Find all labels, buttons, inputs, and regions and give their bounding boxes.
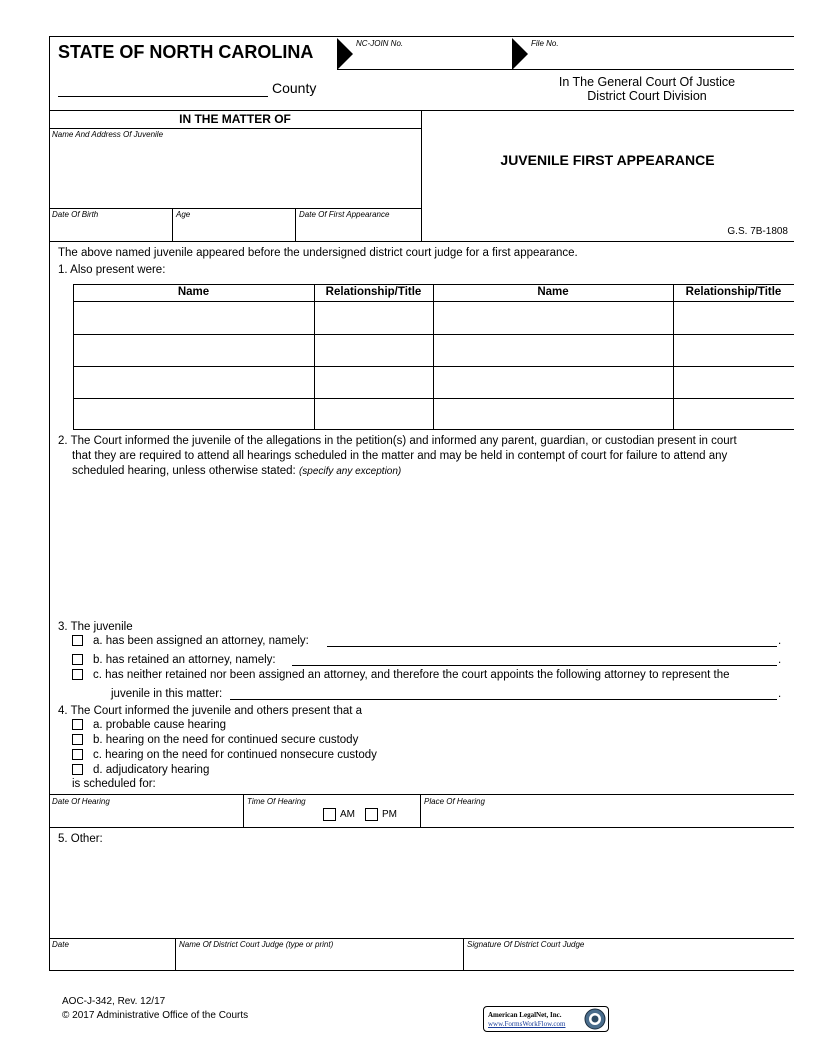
item2-line2: that they are required to attend all hearings scheduled in the matter and may be held in contempt of court for failure to attend any (72, 450, 728, 462)
item3c-checkbox[interactable] (72, 669, 83, 680)
item4c-checkbox[interactable] (72, 749, 83, 760)
pm-label: PM (382, 809, 397, 820)
item4b-text: b. hearing on the need for continued secure custody (93, 734, 359, 746)
name-address-field[interactable] (50, 141, 420, 207)
item4a-checkbox[interactable] (72, 719, 83, 730)
hearing-bottom-line (49, 827, 794, 828)
file-no-arrow-icon (512, 38, 528, 70)
item3b-attorney-field[interactable] (292, 665, 777, 666)
table-header-relationship-1: Relationship/Title (325, 286, 422, 298)
pm-checkbox[interactable] (365, 808, 378, 821)
item3a-attorney-field[interactable] (327, 646, 777, 647)
exception-field[interactable] (72, 480, 792, 615)
signature-divider (463, 938, 464, 971)
intro-text: The above named juvenile appeared before the undersigned district court judge for a first appearance. (58, 247, 578, 259)
item4a-text: a. probable cause hearing (93, 719, 226, 731)
county-label: County (272, 80, 317, 96)
signature-date-label: Date (52, 940, 69, 949)
judge-signature-label: Signature Of District Court Judge (467, 940, 585, 949)
judge-name-label: Name Of District Court Judge (type or print) (179, 940, 334, 949)
table-col-line (673, 284, 674, 430)
court-line-1: In The General Court Of Justice (558, 75, 736, 89)
form-number: AOC-J-342, Rev. 12/17 (62, 996, 166, 1007)
matter-heading-line (49, 128, 421, 129)
name-address-label: Name And Address Of Juvenile (52, 130, 164, 139)
hearing-place-label: Place Of Hearing (424, 797, 485, 806)
state-title: STATE OF NORTH CAROLINA (58, 42, 314, 62)
item4d-checkbox[interactable] (72, 764, 83, 775)
table-header-name-2: Name (537, 286, 569, 298)
hearing-divider (420, 794, 421, 827)
nc-join-label: NC-JOIN No. (356, 39, 404, 48)
statute-reference: G.S. 7B-1808 (727, 226, 788, 237)
item4c-text: c. hearing on the need for continued nonsecure custody (93, 749, 377, 761)
age-divider (295, 208, 296, 241)
table-header-name-1: Name (177, 286, 210, 298)
top-border (49, 36, 794, 37)
item2-line3 (72, 464, 401, 479)
am-checkbox[interactable] (323, 808, 336, 821)
globe-icon (584, 1008, 606, 1030)
matter-bottom-line (49, 241, 794, 242)
item2-line1: 2. The Court informed the juvenile of the allegations in the petition(s) and informed any parent, guardian, or custodian present in court (58, 435, 737, 447)
logo-line-1: American LegalNet, Inc. (488, 1011, 562, 1019)
hearing-time-label: Time Of Hearing (247, 797, 306, 806)
item3b-checkbox[interactable] (72, 654, 83, 665)
item4b-checkbox[interactable] (72, 734, 83, 745)
table-header-relationship-2: Relationship/Title (685, 286, 782, 298)
item3c-period: . (778, 688, 782, 700)
dob-row-line (49, 208, 421, 209)
item3c-text-line2: juvenile in this matter: (111, 688, 223, 700)
item5-label: 5. Other: (58, 833, 103, 845)
item3a-text: a. has been assigned an attorney, namely: (93, 635, 309, 647)
item4-label: 4. The Court informed the juvenile and others present that a (58, 705, 363, 717)
matter-right-divider (421, 110, 422, 241)
matter-heading: IN THE MATTER OF (179, 112, 291, 126)
legalnet-logo[interactable] (483, 1006, 609, 1032)
header-field-line (337, 69, 794, 70)
item2-line3-italic: (specify any exception) (298, 466, 402, 477)
item3a-period: . (778, 635, 782, 647)
hearing-date-label: Date Of Hearing (52, 797, 110, 806)
item3-label: 3. The juvenile (58, 621, 133, 633)
logo-line-2: www.FormsWorkFlow.com (488, 1020, 566, 1028)
am-label: AM (340, 809, 355, 820)
dob-divider (172, 208, 173, 241)
first-appearance-label: Date Of First Appearance (299, 210, 390, 219)
dob-label: Date Of Birth (52, 210, 99, 219)
table-col-line (433, 284, 434, 430)
item3b-text: b. has retained an attorney, namely: (93, 654, 276, 666)
copyright: © 2017 Administrative Office of the Courts (62, 1010, 249, 1021)
item3b-period: . (778, 654, 782, 666)
nc-join-arrow-icon (337, 38, 353, 70)
county-field[interactable] (58, 96, 268, 97)
item3c-text: c. has neither retained nor been assigned an attorney, and therefore the court appoints the following attorney to represent the (93, 669, 730, 681)
signature-top-line (49, 938, 794, 939)
item2-line3-text: scheduled hearing, unless otherwise stated: (72, 465, 296, 477)
item1-label: 1. Also present were: (58, 264, 166, 276)
hearing-top-line (49, 794, 794, 795)
court-line-2: District Court Division (587, 89, 707, 103)
table-col-line (314, 284, 315, 430)
hearing-divider (243, 794, 244, 827)
file-no-label: File No. (531, 39, 559, 48)
signature-bottom-line (49, 970, 794, 971)
form-title: JUVENILE FIRST APPEARANCE (500, 152, 715, 168)
other-field[interactable] (72, 848, 792, 936)
item4-scheduled-text: is scheduled for: (72, 778, 156, 790)
item3a-checkbox[interactable] (72, 635, 83, 646)
signature-divider (175, 938, 176, 971)
table-col-line (73, 284, 74, 430)
age-label: Age (176, 210, 191, 219)
item3c-attorney-field[interactable] (230, 699, 777, 700)
item4d-text: d. adjudicatory hearing (93, 764, 210, 776)
